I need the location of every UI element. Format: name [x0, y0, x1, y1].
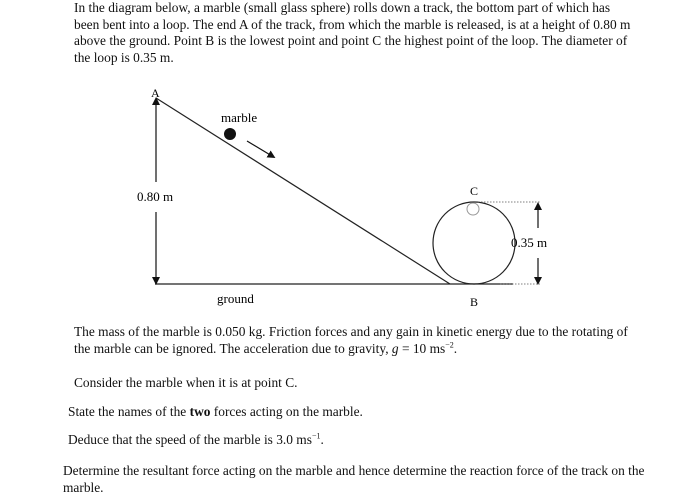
label-marble: marble: [221, 110, 258, 125]
mass-end: .: [453, 340, 458, 356]
state-question: [68, 404, 363, 421]
deduce-question: [68, 432, 324, 449]
deduce-exponent: −1: [311, 431, 321, 441]
marble-at-c: [467, 203, 479, 215]
deduce-end: .: [320, 432, 324, 447]
label-a: A: [151, 86, 160, 100]
g-value: = 10 ms: [398, 340, 446, 356]
consider-line: Consider the marble when it is at point C.: [74, 375, 298, 390]
mass-paragraph: [74, 324, 634, 357]
label-b: B: [470, 295, 479, 309]
g-symbol: g: [391, 340, 399, 356]
ramp-track: [156, 98, 450, 284]
mass-text: The mass of the marble is 0.050 kg. Friction forces and any gain in kinetic energy due to the rotating of the marble can be ignored. The acceleration due to gravity,: [74, 324, 628, 356]
motion-arrow: [247, 141, 272, 156]
label-c: C: [470, 184, 479, 198]
determine-question: Determine the resultant force acting on the marble and hence determine the reaction force of the track on the marble.: [63, 463, 645, 495]
g-exponent: −2: [445, 340, 454, 350]
state-bold: two: [189, 404, 211, 419]
label-height: 0.80 m: [137, 189, 174, 204]
intro-paragraph: In the diagram below, a marble (small glass sphere) rolls down a track, the bottom part of which has been bent into a loop. The end A of the track, from which the marble is released, is at a height of 0.80 m above the ground. Point B is the lowest point and point C the highest point of the loop. The diameter of the loop is 0.35 m.: [74, 0, 631, 65]
label-ground: ground: [217, 291, 254, 306]
label-diameter: 0.35 m: [511, 235, 548, 250]
state-before: State the names of the: [68, 404, 190, 419]
state-after: forces acting on the marble.: [210, 404, 363, 419]
marble: [224, 128, 236, 140]
deduce-text: Deduce that the speed of the marble is 3.0 ms: [68, 432, 312, 447]
